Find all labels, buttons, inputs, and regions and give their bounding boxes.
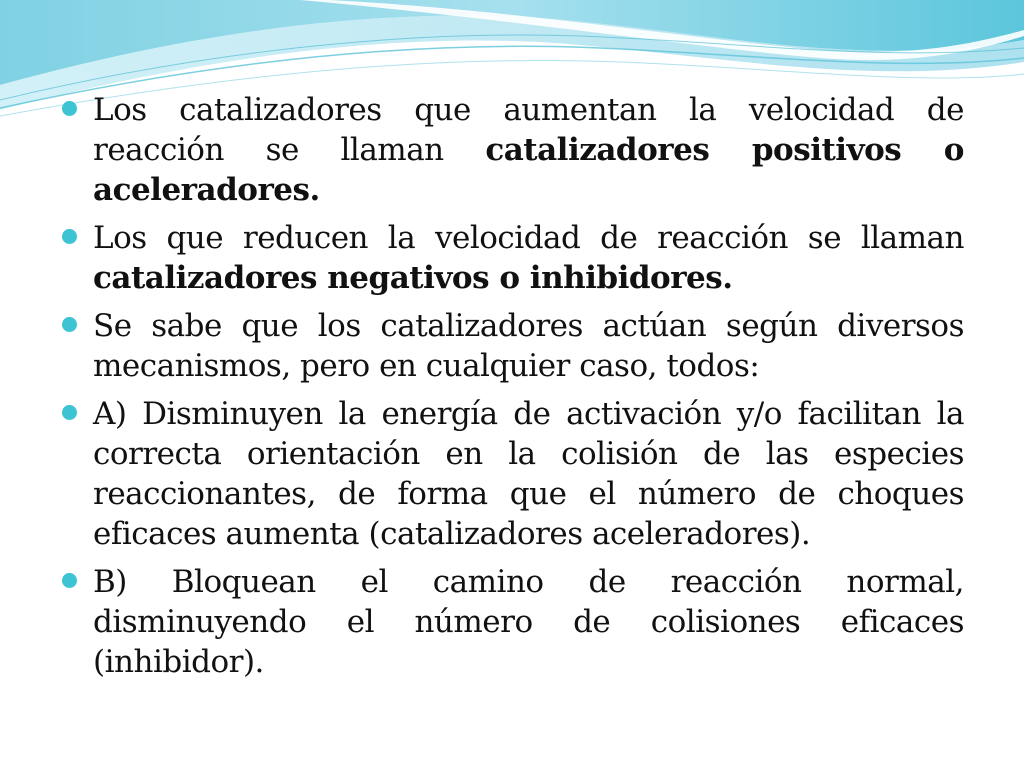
bullet-item-option-a (62, 394, 964, 554)
bullet-text: Los que reducen la velocidad de reacción se llaman (93, 220, 964, 256)
bullet-item-positive-catalysts (62, 90, 964, 210)
bullet-dot-icon (62, 405, 77, 420)
bullet-item-negative-catalysts (62, 218, 964, 298)
bullet-dot-icon (62, 573, 77, 588)
bullet-text: A) Disminuyen la energía de activación y/o facilitan la correcta orientación en la colisión de las especies reaccionantes, de forma que el número de choques eficaces aumenta (catalizadores aceleradores). (93, 396, 964, 552)
bullet-item-mechanisms (62, 306, 964, 386)
bullet-bold-text: catalizadores negativos o inhibidores. (93, 260, 733, 296)
bullet-list (62, 90, 964, 690)
bullet-item-option-b (62, 562, 964, 682)
bullet-text: B) Bloquean el camino de reacción normal, disminuyendo el número de colisiones eficaces (inhibidor). (93, 564, 964, 680)
bullet-dot-icon (62, 101, 77, 116)
bullet-bold-text: catalizadores positivos o aceleradores. (93, 132, 964, 208)
bullet-text: Los catalizadores que aumentan la velocidad de reacción se llaman (93, 92, 964, 168)
bullet-text: Se sabe que los catalizadores actúan según diversos mecanismos, pero en cualquier caso, todos: (93, 308, 964, 384)
bullet-dot-icon (62, 317, 77, 332)
bullet-dot-icon (62, 229, 77, 244)
